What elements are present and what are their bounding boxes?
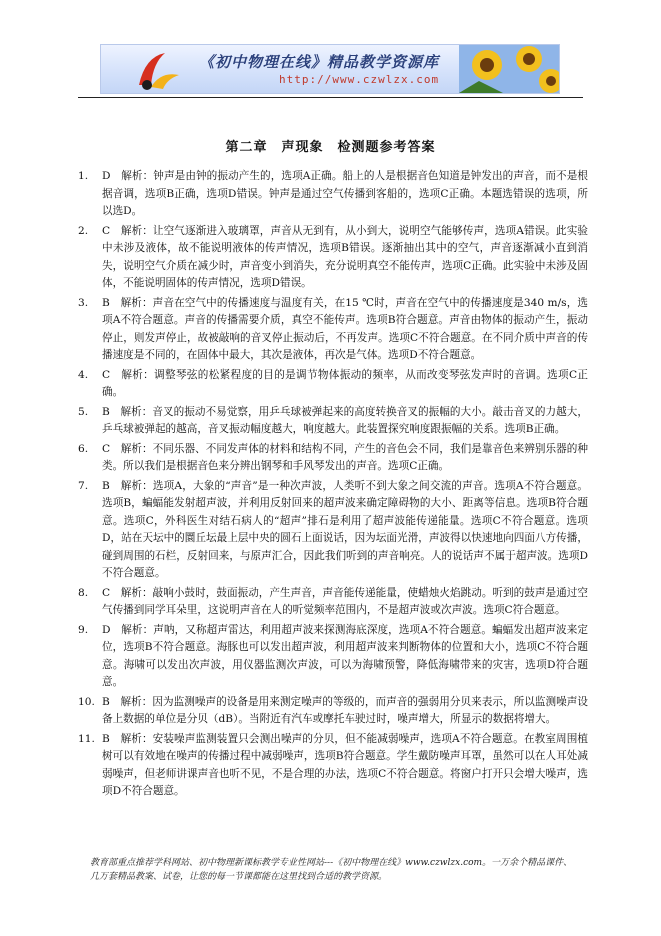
answer-number: 3. [78, 296, 89, 309]
answer-number: 1. [78, 170, 89, 182]
answer-text: D 解析：声呐，又称超声雷达，利用超声波来探测海底深度，选项A不符合题意。蝙蝠发出超声波来定位，选项B不符合题意。海豚也可以发出超声波，利用超声波来判断物体的位置和大小，选项C不符合题意。海啸可以发出次声波，用仪器监测次声波，可以为海啸预警，降低海啸带来的灾害，选项D符合题意。 [102, 623, 588, 688]
answer-item [78, 731, 588, 801]
header-divider [78, 97, 583, 98]
document-title: 第二章 声现象 检测题参考答案 [225, 140, 436, 155]
answer-number: 9. [78, 623, 89, 636]
answer-number: 4. [78, 368, 89, 381]
site-logo-icon [135, 49, 181, 91]
banner-url[interactable]: http://www.czwlzx.com [279, 73, 440, 86]
answer-item [78, 622, 588, 692]
answer-number: 2. [78, 224, 89, 237]
page-footer: 教育部重点推荐学科网站、初中物理新课标教学专业性网站---《初中物理在线》www.czwlzx.com。一万余个精品课件、几万套精品教案、试卷，让您的每一节课都能在这里找到合适的教学资源。 [90, 858, 573, 882]
answer-item [78, 585, 588, 620]
answer-number: 8. [78, 586, 89, 599]
answer-item [78, 694, 588, 729]
answer-text: D 解析：钟声是由钟的振动产生的，选项A正确。船上的人是根据音色知道是钟发出的声音，而不是根据音调，选项B正确，选项D错误。钟声是通过空气传播到客船的，选项C正确。本题选错误的选项，所以选D。 [102, 170, 588, 217]
answer-item [78, 441, 588, 476]
answer-text: B 解析：选项A，大象的“声音”是一种次声波，人类听不到大象之间交流的声音。选项A不符合题意。选项B，蝙蝠能发射超声波，并利用反射回来的超声波来确定障碍物的大小、距离等信息。选项B符合题意。选项C，外科医生对结石病人的“超声”排石是利用了超声波能传递能量。选项C不符合题意。选项D，站在天坛中的圜丘坛最上层中央的圆石上面说话，因为坛面光滑，声波得以快速地向四面八方传播，碰到周围的石栏，反射回来，与原声汇合，因此我们听到的声音响亮。人的说话声不属于超声波。选项D不符合题意。 [102, 479, 588, 579]
answer-item [78, 367, 588, 402]
answer-text: B 解析：因为监测噪声的设备是用来测定噪声的等级的，而声音的强弱用分贝来表示，所以监测噪声设备上数据的单位是分贝（dB）。当附近有汽车或摩托车驶过时，噪声增大，所显示的数据将增大。 [102, 695, 588, 725]
answer-number: 5. [78, 405, 89, 418]
answer-number: 10. [78, 695, 95, 708]
answer-text: C 解析：不同乐器、不同发声体的材料和结构不同，产生的音色会不同，我们是靠音色来辨别乐器的种类。所以我们是根据音色来分辨出钢琴和手风琴发出的声音。选项C正确。 [102, 442, 588, 472]
answer-text: C 解析：敲响小鼓时，鼓面振动，产生声音，声音能传递能量，使蜡烛火焰跳动。听到的鼓声是通过空气传播到同学耳朵里，这说明声音在人的听觉频率范围内，不是超声波或次声波。选项C符合题意。 [102, 586, 588, 616]
answer-item [78, 168, 588, 221]
answer-item [78, 295, 588, 365]
answer-text: C 解析：调整琴弦的松紧程度的目的是调节物体振动的频率，从而改变琴弦发声时的音调。选项C正确。 [102, 368, 588, 398]
answer-text: C 解析：让空气逐渐进入玻璃罩，声音从无到有，从小到大，说明空气能够传声，选项A错误。此实验中未涉及液体，故不能说明液体的传声情况，选项B错误。逐渐抽出其中的空气，声音逐渐减小直到消失，说明空气介质在减少时，声音变小到消失，充分说明真空不能传声，选项C正确。此实验中未涉及固体，不能说明固体的传声情况，选项D错误。 [102, 224, 588, 289]
answer-list [78, 168, 588, 803]
answer-number: 11. [78, 732, 95, 745]
sunflower-icon [459, 45, 559, 93]
banner-title: 《初中物理在线》精品教学资源库 [199, 53, 440, 71]
answer-text: B 解析：安装噪声监测装置只会测出噪声的分贝，但不能减弱噪声，选项A不符合题意。在教室周围植树可以有效地在噪声的传播过程中减弱噪声，选项B符合题意。学生戴防噪声耳罩，虽然可以在人耳处减弱噪声，但老师讲课声音也听不见，不是合理的办法，选项C不符合题意。将窗户打开只会增大噪声，选项D不符合题意。 [102, 732, 588, 797]
answer-text: B 解析：声音在空气中的传播速度与温度有关，在15 ℃时，声音在空气中的传播速度是340 m/s，选项A不符合题意。声音的传播需要介质，真空不能传声。选项B符合题意。声音由物体的振动产生，振动停止，则发声停止，故被敲响的音叉停止振动后，不再发声。选项C不符合题意。在不同介质中声音的传播速度是不同的，在固体中最大，其次是液体，再次是气体。选项D不符合题意。 [102, 296, 588, 361]
answer-item [78, 478, 588, 583]
site-banner [100, 44, 560, 94]
answer-number: 7. [78, 479, 89, 492]
answer-number: 6. [78, 442, 89, 455]
answer-item [78, 404, 588, 439]
answer-item [78, 223, 588, 293]
answer-text: B 解析：音叉的振动不易觉察，用乒乓球被弹起来的高度转换音叉的振幅的大小。敲击音叉的力越大，乒乓球被弹起的越高，音叉振动幅度越大，响度越大。此装置探究响度跟振幅的关系。选项B正确。 [102, 405, 588, 435]
